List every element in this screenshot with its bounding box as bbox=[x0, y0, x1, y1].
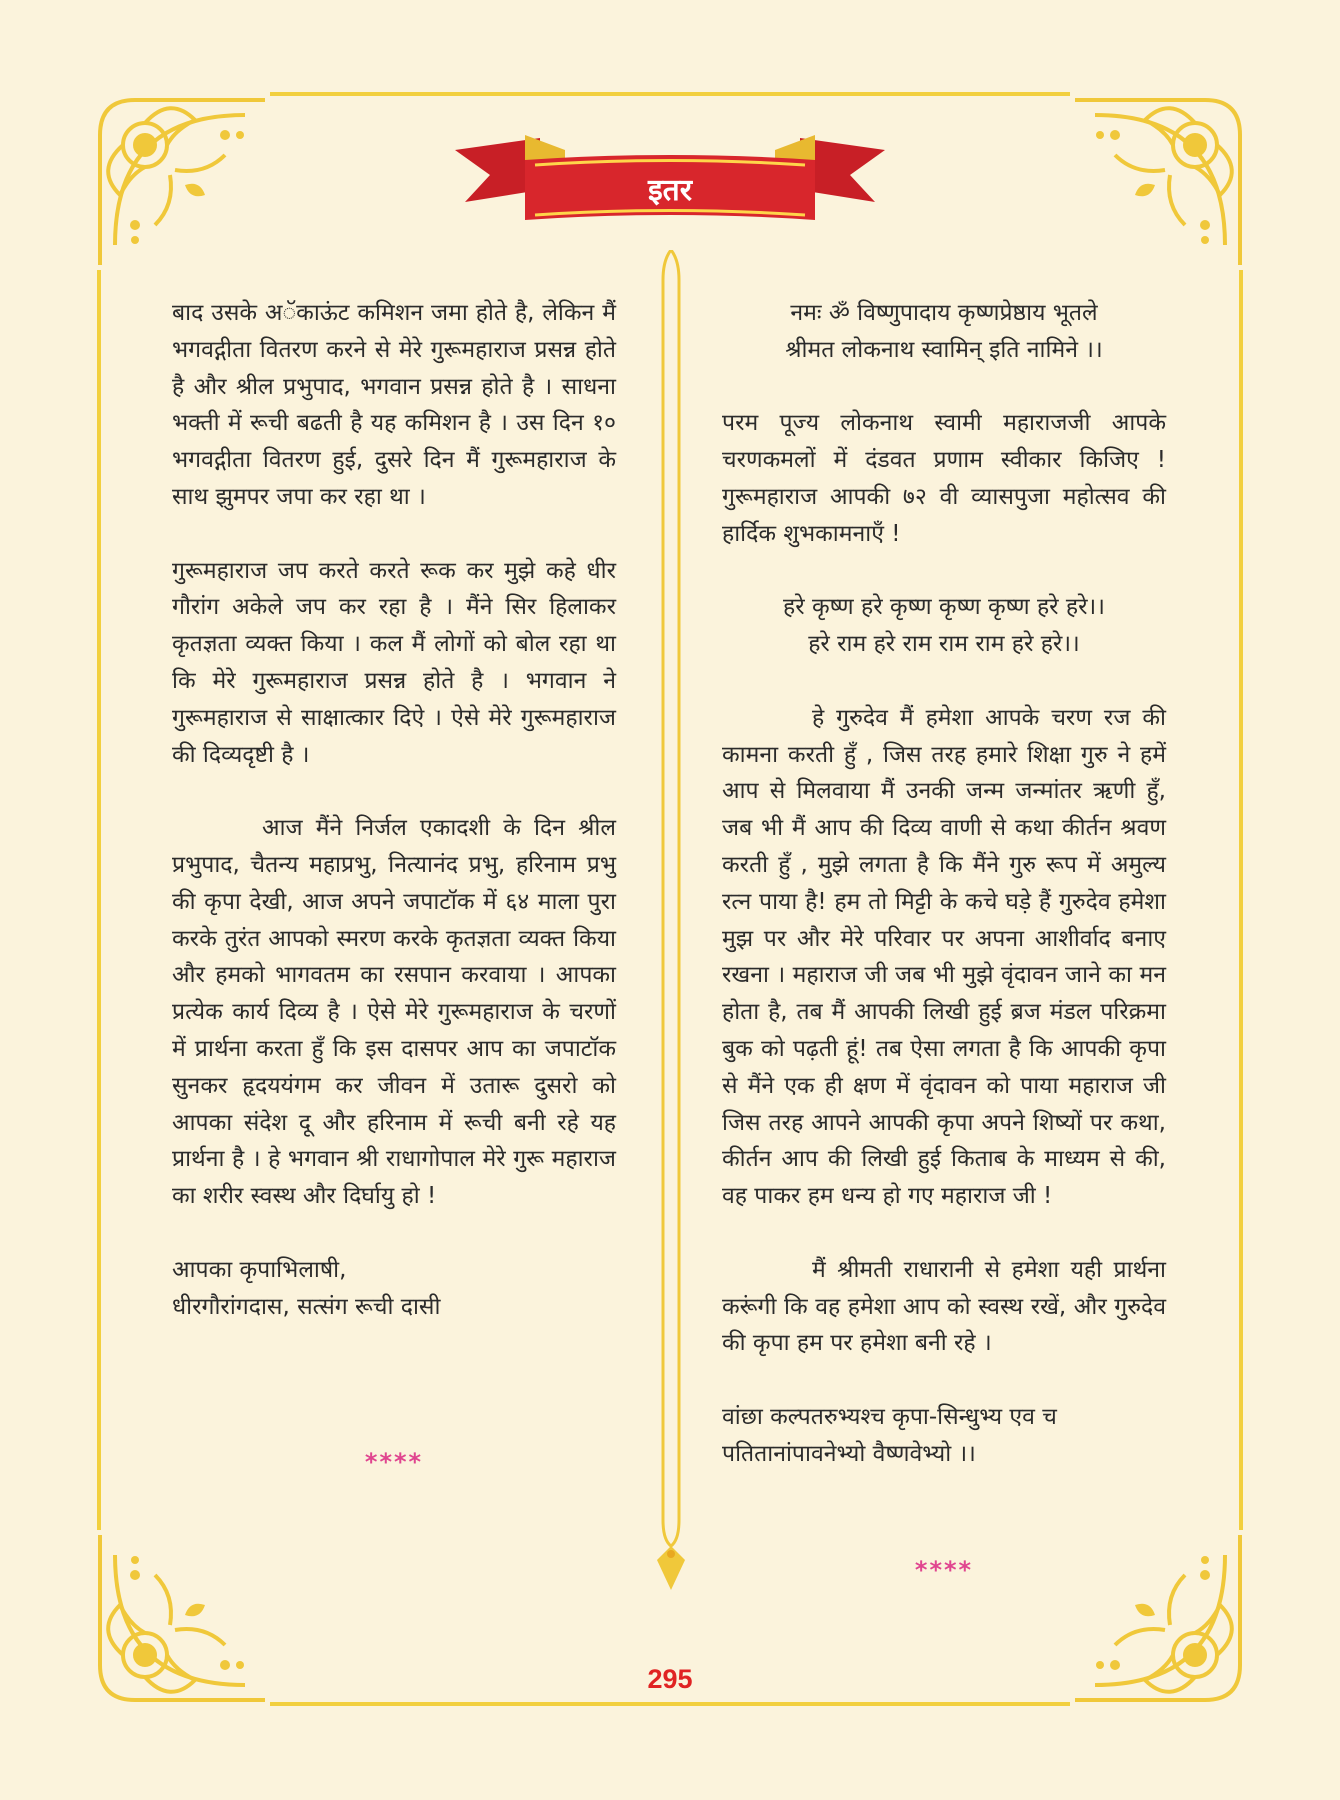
corner-ornament-icon bbox=[75, 75, 285, 285]
greeting-paragraph: परम पूज्य लोकनाथ स्वामी महाराजजी आपके चरणकमलों में दंडवत प्रणाम स्वीकार किजिए ! गुरूमहाराज आपकी ७२ वी व्यासपुजा महोत्सव की हार्दिक शुभकामनाएँ ! bbox=[722, 410, 1166, 547]
right-paragraph-1: हे गुरुदेव मैं हमेशा आपके चरण रज की कामना करती हुँ , जिस तरह हमारे शिक्षा गुरु ने हमें आप से मिलवाया मैं उनकी जन्म जन्मांतर ऋणी हुँ, जब भी मैं आप की दिव्य वाणी से कथा कीर्तन श्रवण करती हुँ , मुझे लगता है कि मैंने गुरु रूप में अमुल्य रत्न पाया है! हम तो मिट्टी के कचे घड़े हैं गुरुदेव हमेशा मुझ पर और मेरे परिवार पर अपना आशीर्वाद बनाए रखना । महाराज जी जब भी मुझे वृंदावन जाने का मन होता है, तब मैं आपकी लिखी हुई ब्रज मंडल परिक्रमा बुक को पढ़ती हूं! तब ऐसा लगता है कि आपकी कृपा से मैंने एक ही क्षण में वृंदावन को पाया महाराज जी जिस तरह आपने आपकी कृपा अपने शिष्यों पर कथा, कीर्तन आप की लिखी हुई किताब के माध्यम से की, वह पाकर हम धन्य हो गए महाराज जी ! bbox=[722, 704, 1166, 1210]
left-paragraph-3: आज मैंने निर्जल एकादशी के दिन श्रील प्रभुपाद, चैतन्य महाप्रभु, नित्यानंद प्रभु, हरिनाम प्रभु की कृपा देखी, आज अपने जपाटॉक में ६४ माला पुरा करके तुरंत आपको स्मरण करके कृतज्ञता व्यक्त किया और हमको भागवतम का रसपान करवाया । आपका प्रत्येक कार्य दिव्य है । ऐसे मेरे गुरूमहाराज के चरणों में प्रार्थना करता हुँ कि इस दासपर आप का जपाटॉक सुनकर हृदययंगम कर जीवन में उतारू दुसरो को आपका संदेश दू और हरिनाम में रूची बनी रहे यह प्रार्थना है । हे भगवान श्री राधागोपाल मेरे गुरू महाराज का शरीर स्वस्थ और दिर्घायु हो ! bbox=[172, 815, 616, 1210]
left-paragraph-1: बाद उसके अॅकाऊंट कमिशन जमा होते है, लेकिन मैं भगवद्गीता वितरण करने से मेरे गुरूमहाराज प्रसन्न होते है और श्रील प्रभुपाद, भगवान प्रसन्न होते है । साधना भक्ती में रूची बढती है यह कमिशन है । उस दिन १० भगवद्गीता वितरण हुई, दुसरे दिन मैं गुरूमहाराज के साथ झुमपर जपा कर रहा था । bbox=[172, 300, 616, 510]
border-right bbox=[1239, 270, 1243, 1530]
corner-ornament-icon bbox=[1055, 1515, 1265, 1725]
section-separator-stars: **** bbox=[364, 1448, 424, 1476]
center-divider bbox=[649, 250, 693, 1590]
verse-line-1: नमः ॐ विष्णुपादाय कृष्णप्रेष्ठाय भूतले bbox=[790, 300, 1098, 326]
signoff-line-1: आपका कृपाभिलाषी, bbox=[172, 1256, 347, 1283]
left-paragraph-2: गुरूमहाराज जप करते करते रूक कर मुझे कहे धीर गौरांग अकेले जप कर रहा है । मैंने सिर हिलाकर कृतज्ञता व्यक्त किया । कल मैं लोगों को बोल रहा था कि मेरे गुरूमहाराज प्रसन्न होते है । भगवान ने गुरूमहाराज से साक्षात्कार दिऐ । ऐसे मेरे गुरूमहाराज की दिव्यदृष्टी है । bbox=[172, 557, 616, 768]
right-paragraph-2: मैं श्रीमती राधारानी से हमेशा यही प्रार्थना करूंगी कि वह हमेशा आप को स्वस्थ रखें, और गुरुदेव की कृपा हम पर हमेशा बनी रहे । bbox=[722, 1256, 1166, 1357]
left-column bbox=[172, 295, 616, 1362]
signoff-line-2: धीरगौरांगदास, सत्संग रूची दासी bbox=[172, 1293, 441, 1320]
corner-ornament-icon bbox=[1055, 75, 1265, 285]
corner-ornament-icon bbox=[75, 1515, 285, 1725]
right-column bbox=[722, 295, 1166, 1509]
border-left bbox=[97, 270, 101, 1530]
section-separator-stars: **** bbox=[914, 1556, 974, 1584]
border-bottom bbox=[270, 1702, 1070, 1706]
closing-verse-line-1: वांछा कल्पतरुभ्यश्च कृपा-सिन्धुभ्य एव च bbox=[722, 1403, 1057, 1430]
closing-verse-line-2: पतितानांपावनेभ्यो वैष्णवेभ्यो ।। bbox=[722, 1440, 976, 1467]
border-top bbox=[270, 92, 1070, 96]
mantra-line-1: हरे कृष्ण हरे कृष्ण कृष्ण कृष्ण हरे हरे।। bbox=[783, 594, 1105, 621]
page-number: 295 bbox=[647, 1664, 693, 1694]
mantra-line-2: हरे राम हरे राम राम राम हरे हरे।। bbox=[808, 631, 1080, 658]
section-title: इतर bbox=[647, 172, 693, 208]
verse-line-2: श्रीमत लोकनाथ स्वामिन् इति नामिने ।। bbox=[785, 336, 1103, 363]
